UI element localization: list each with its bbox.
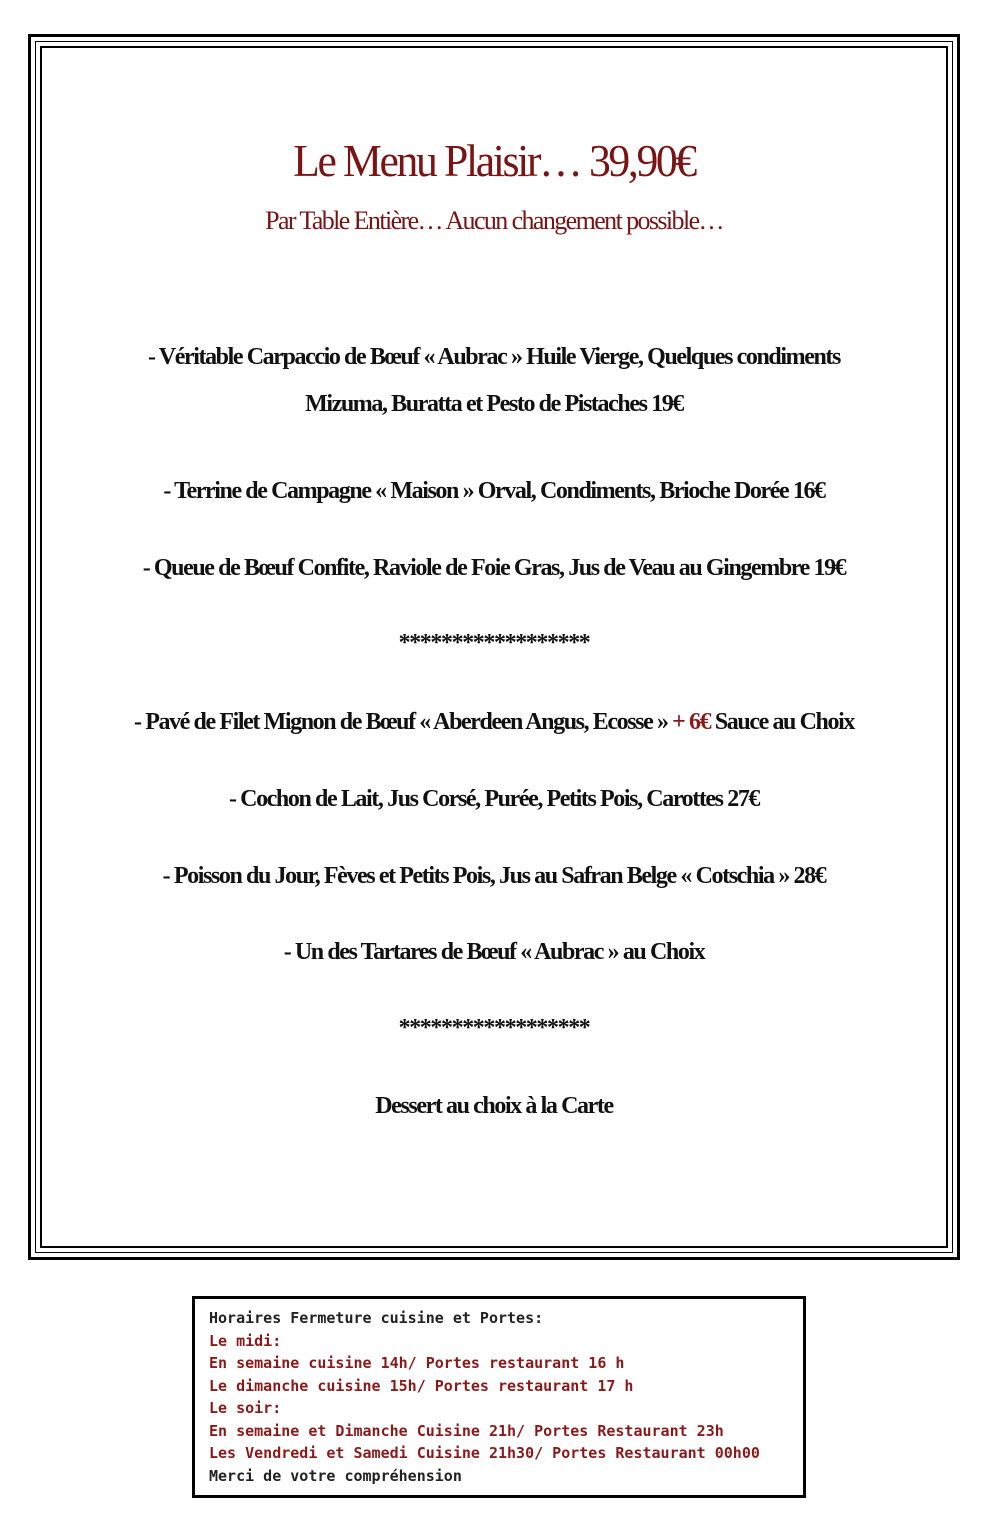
dish-carpaccio-line1: - Véritable Carpaccio de Bœuf « Aubrac » Huile Vierge, Quelques condiments — [148, 344, 840, 370]
opening-hours-box — [192, 1296, 806, 1498]
hours-midi-sunday: Le dimanche cuisine 15h/ Portes restaurant 17 h — [209, 1376, 634, 1395]
separator-mains: ****************** — [398, 1015, 590, 1041]
hours-soir-weekend: Les Vendredi et Samedi Cuisine 21h30/ Portes Restaurant 00h00 — [209, 1444, 760, 1462]
hours-midi-label: Le midi: — [209, 1331, 282, 1350]
dish-poisson: - Poisson du Jour, Fèves et Petits Pois, Jus au Safran Belge « Cotschia » 28€ — [162, 863, 826, 889]
hours-soir-week: En semaine et Dimanche Cuisine 21h/ Portes Restaurant 23h — [209, 1421, 724, 1440]
hours-midi-week: En semaine cuisine 14h/ Portes restaurant 16 h — [209, 1354, 625, 1372]
dish-carpaccio-line2: Mizuma, Buratta et Pesto de Pistaches 19€ — [305, 391, 683, 417]
dish-cochon-de-lait: - Cochon de Lait, Jus Corsé, Purée, Petits Pois, Carottes 27€ — [228, 786, 760, 812]
dish-filet-mignon-name: - Pavé de Filet Mignon de Bœuf « Aberdeen Angus, Ecosse » — [134, 709, 673, 735]
dessert-line: Dessert au choix à la Carte — [375, 1093, 613, 1119]
hours-thanks: Merci de votre compréhension — [209, 1466, 462, 1485]
menu-title: Le Menu Plaisir… 39,90€ — [293, 135, 695, 186]
dish-filet-mignon — [40, 709, 948, 736]
hours-heading: Horaires Fermeture cuisine et Portes: — [209, 1309, 544, 1327]
separator-starters: ****************** — [398, 630, 590, 656]
menu-content — [40, 46, 948, 1246]
menu-subtitle: Par Table Entière… Aucun changement possible… — [265, 206, 723, 235]
dish-filet-mignon-sauce: Sauce au Choix — [710, 709, 854, 735]
hours-soir-label: Le soir: — [209, 1399, 282, 1417]
dish-tartare: - Un des Tartares de Bœuf « Aubrac » au Choix — [283, 939, 705, 965]
supplement-price: + 6€ — [672, 709, 711, 735]
dish-terrine: - Terrine de Campagne « Maison » Orval, Condiments, Brioche Dorée 16€ — [163, 478, 825, 504]
dish-queue-de-boeuf: - Queue de Bœuf Confite, Raviole de Foie Gras, Jus de Veau au Gingembre 19€ — [142, 555, 846, 581]
